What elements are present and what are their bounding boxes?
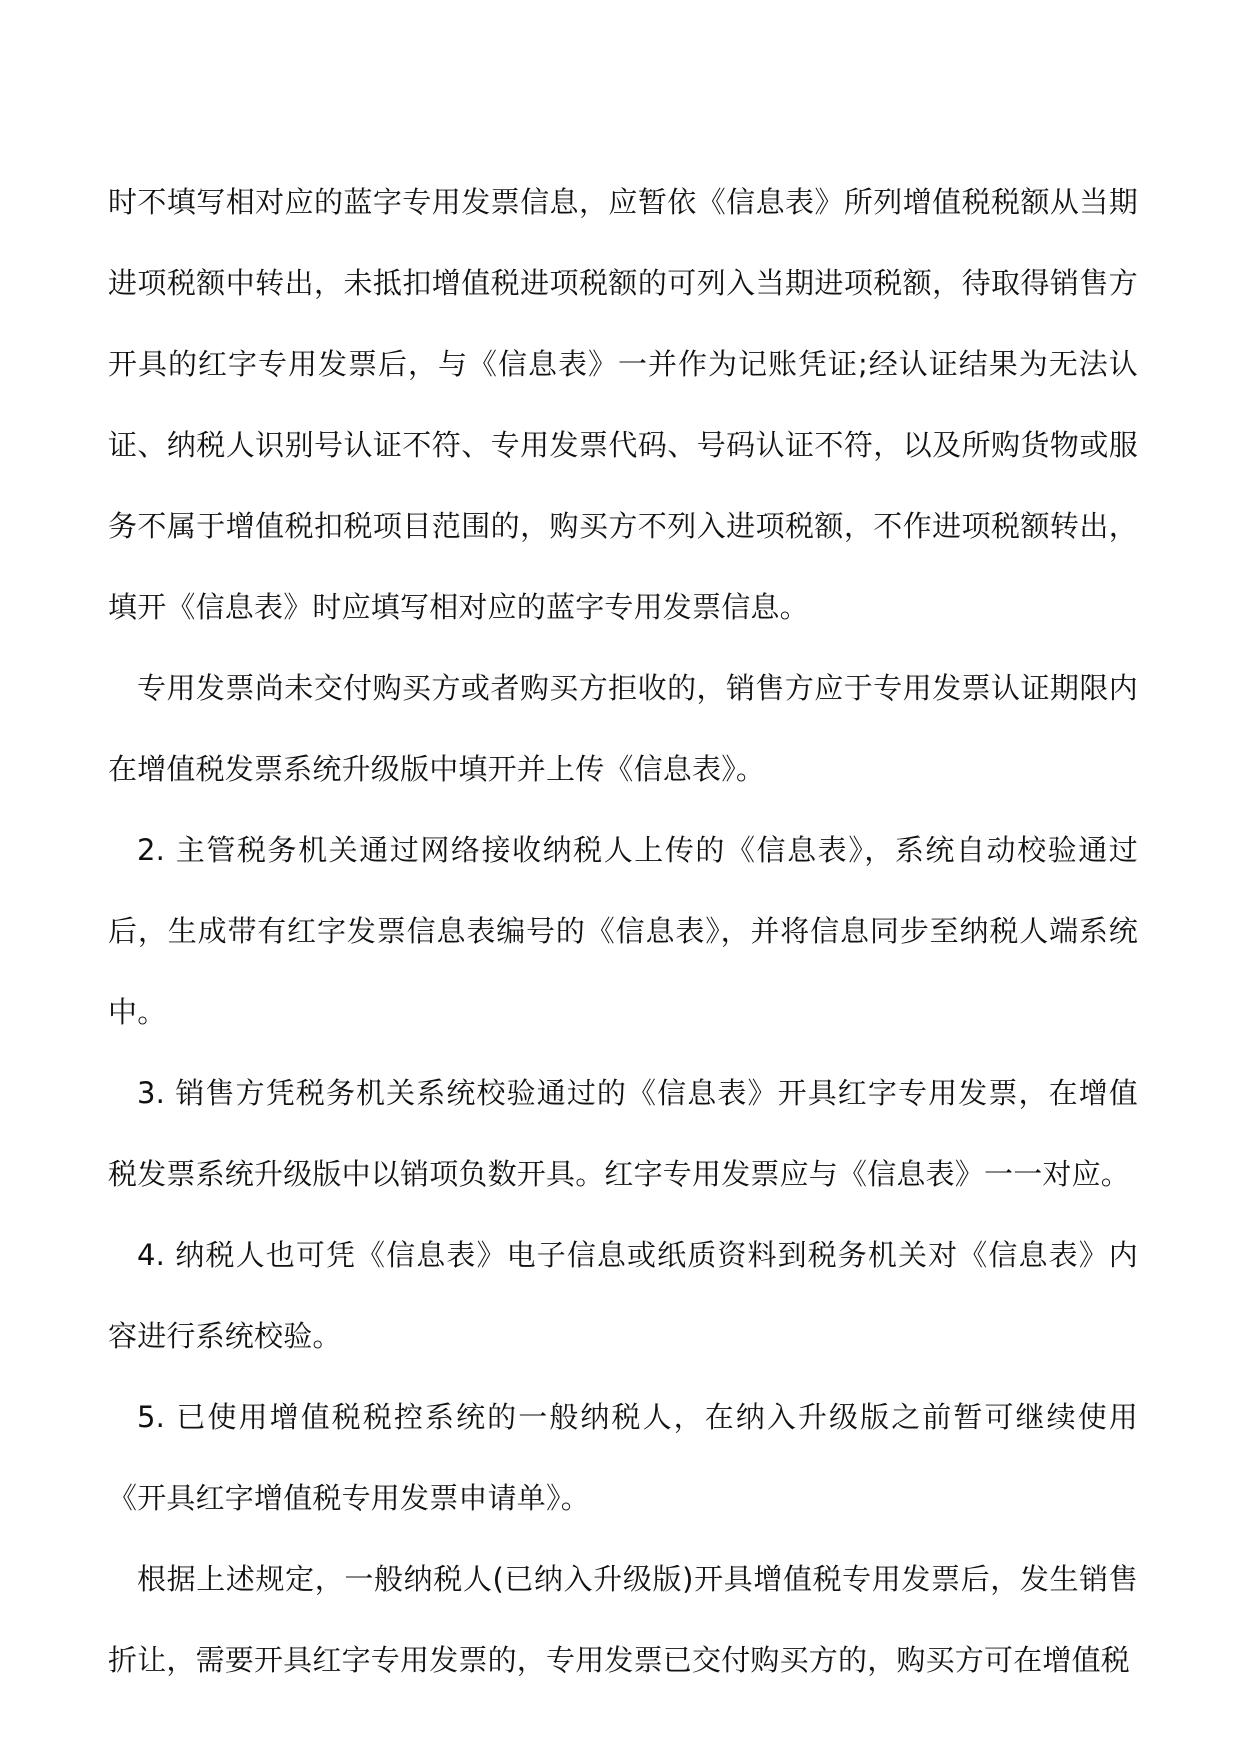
paragraph-item-2: 2. 主管税务机关通过网络接收纳税人上传的《信息表》，系统自动校验通过后，生成带有红字发票信息表编号的《信息表》，并将信息同步至纳税人端系统中。 [108, 833, 1138, 1029]
document-body [108, 162, 1138, 1701]
paragraph-item-4: 4. 纳税人也可凭《信息表》电子信息或纸质资料到税务机关对《信息表》内容进行系统校验。 [108, 1238, 1138, 1353]
paragraph-item-5: 5. 已使用增值税税控系统的一般纳税人，在纳入升级版之前暂可继续使用《开具红字增值税专用发票申请单》。 [108, 1400, 1138, 1515]
paragraph-continuation: 时不填写相对应的蓝字专用发票信息，应暂依《信息表》所列增值税税额从当期进项税额中转出，未抵扣增值税进项税额的可列入当期进项税额，待取得销售方开具的红字专用发票后，与《信息表》一并作为记账凭证;经认证结果为无法认证、纳税人识别号认证不符、专用发票代码、号码认证不符，以及所购货物或服务不属于增值税扣税项目范围的，购买方不列入进项税额，不作进项税额转出，填开《信息表》时应填写相对应的蓝字专用发票信息。 [108, 185, 1138, 624]
paragraph-item-3: 3. 销售方凭税务机关系统校验通过的《信息表》开具红字专用发票，在增值税发票系统升级版中以销项负数开具。红字专用发票应与《信息表》一一对应。 [108, 1076, 1138, 1191]
paragraph-conclusion: 根据上述规定，一般纳税人(已纳入升级版)开具增值税专用发票后，发生销售折让，需要开具红字专用发票的，专用发票已交付购买方的，购买方可在增值税 [108, 1562, 1138, 1677]
paragraph-undelivered-invoice: 专用发票尚未交付购买方或者购买方拒收的，销售方应于专用发票认证期限内在增值税发票系统升级版中填开并上传《信息表》。 [108, 671, 1138, 786]
